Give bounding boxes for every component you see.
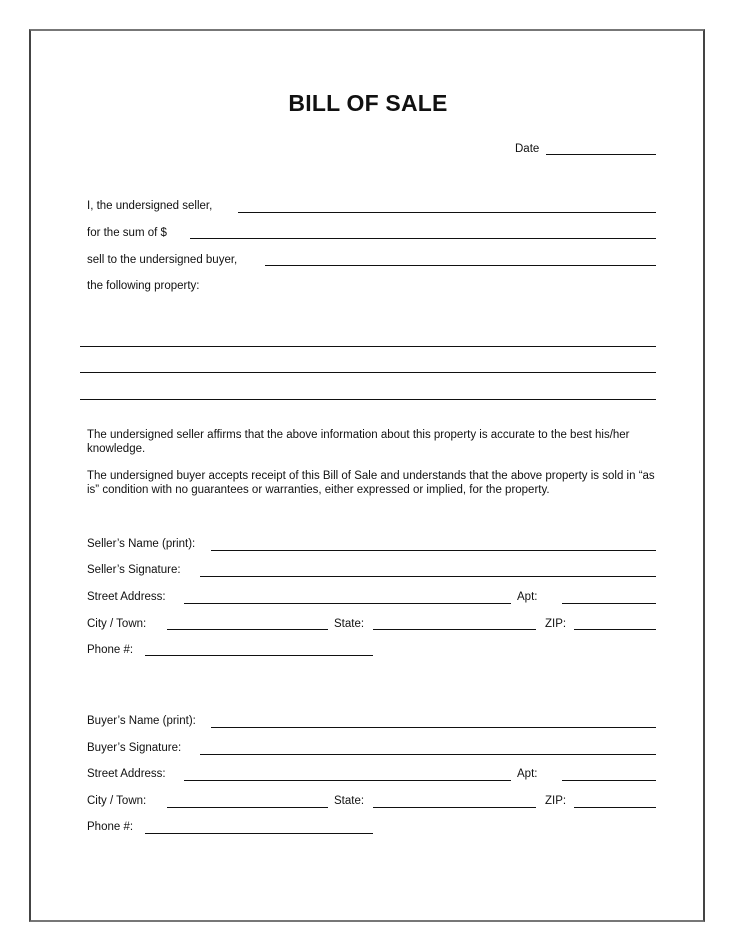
seller-state-field[interactable]: [373, 629, 536, 630]
buyer-city-field[interactable]: [167, 807, 328, 808]
buyer-intro-field[interactable]: [265, 265, 656, 266]
seller-phone-field[interactable]: [145, 655, 373, 656]
property-label: the following property:: [87, 280, 200, 292]
date-field[interactable]: [546, 154, 656, 155]
buyer-phone-label: Phone #:: [87, 821, 134, 833]
buyer-name-field[interactable]: [211, 727, 656, 728]
buyer-zip-label: ZIP:: [545, 795, 567, 807]
seller-zip-field[interactable]: [574, 629, 656, 630]
seller-name-field[interactable]: [211, 550, 656, 551]
seller-street-field[interactable]: [184, 603, 511, 604]
date-label: Date: [515, 143, 540, 155]
seller-intro-field[interactable]: [238, 212, 656, 213]
buyer-intro-label: sell to the undersigned buyer,: [87, 254, 238, 266]
seller-phone-label: Phone #:: [87, 644, 134, 656]
buyer-street-field[interactable]: [184, 780, 511, 781]
seller-apt-field[interactable]: [562, 603, 656, 604]
buyer-zip-field[interactable]: [574, 807, 656, 808]
buyer-street-label: Street Address:: [87, 768, 166, 780]
seller-affirmation: The undersigned seller affirms that the above information about this property is accurate to the best his/her knowledge.: [87, 429, 630, 455]
sum-field[interactable]: [190, 238, 656, 239]
seller-zip-label: ZIP:: [545, 618, 567, 630]
property-line-1[interactable]: [80, 346, 656, 347]
buyer-name-label: Buyer’s Name (print):: [87, 715, 196, 727]
buyer-signature-label: Buyer’s Signature:: [87, 742, 182, 754]
buyer-state-label: State:: [334, 795, 365, 807]
seller-city-label: City / Town:: [87, 618, 147, 630]
seller-intro-label: I, the undersigned seller,: [87, 200, 213, 212]
buyer-state-field[interactable]: [373, 807, 536, 808]
seller-signature-field[interactable]: [200, 576, 656, 577]
property-line-2[interactable]: [80, 372, 656, 373]
buyer-phone-field[interactable]: [145, 833, 373, 834]
form-title: BILL OF SALE: [288, 90, 448, 116]
buyer-apt-field[interactable]: [562, 780, 656, 781]
seller-apt-label: Apt:: [517, 591, 538, 603]
seller-state-label: State:: [334, 618, 365, 630]
sum-label: for the sum of $: [87, 227, 167, 239]
buyer-signature-field[interactable]: [200, 754, 656, 755]
buyer-affirmation: The undersigned buyer accepts receipt of this Bill of Sale and understands that the above property is sold in “as is” condition with no guarantees or warranties, either expressed or implied, for the property.: [87, 470, 655, 496]
seller-name-label: Seller’s Name (print):: [87, 538, 196, 550]
buyer-city-label: City / Town:: [87, 795, 147, 807]
seller-city-field[interactable]: [167, 629, 328, 630]
seller-signature-label: Seller’s Signature:: [87, 564, 181, 576]
seller-street-label: Street Address:: [87, 591, 166, 603]
property-line-3[interactable]: [80, 399, 656, 400]
buyer-apt-label: Apt:: [517, 768, 538, 780]
